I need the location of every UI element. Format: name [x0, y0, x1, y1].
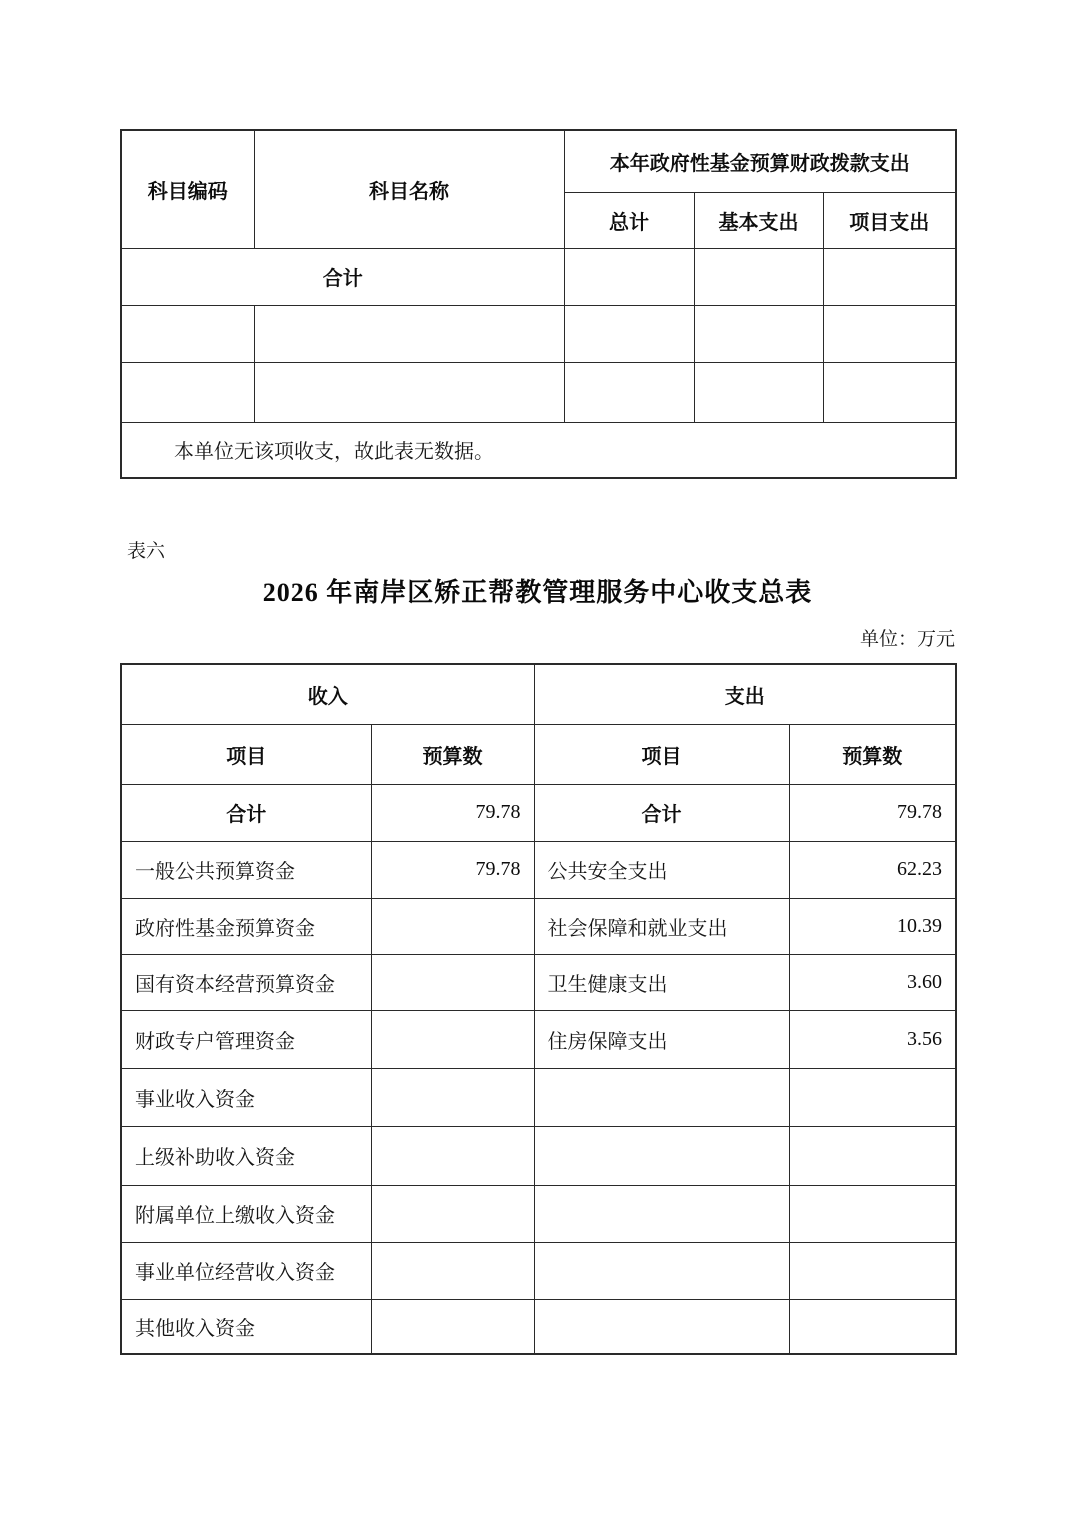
table-row-total — [121, 248, 956, 305]
expense-budget-cell — [789, 1299, 956, 1354]
expense-budget-cell: 79.78 — [789, 784, 956, 841]
table-row — [121, 1185, 956, 1242]
expense-budget-cell: 3.56 — [789, 1010, 956, 1068]
header-income: 收入 — [121, 664, 534, 724]
table-row — [121, 130, 956, 192]
expense-item-cell: 社会保障和就业支出 — [534, 898, 789, 954]
header-total: 总计 — [564, 192, 694, 248]
expense-budget-cell — [789, 1126, 956, 1185]
header-fund-group: 本年政府性基金预算财政拨款支出 — [564, 130, 956, 192]
empty-cell — [694, 362, 823, 422]
table-row — [121, 1010, 956, 1068]
table-row — [121, 898, 956, 954]
expense-budget-cell — [789, 1242, 956, 1299]
empty-cell — [823, 362, 956, 422]
income-budget-cell — [371, 1242, 534, 1299]
income-budget-cell — [371, 1010, 534, 1068]
income-budget-cell — [371, 1299, 534, 1354]
income-item-cell: 上级补助收入资金 — [121, 1126, 371, 1185]
expense-item-cell: 合计 — [534, 784, 789, 841]
empty-cell — [121, 362, 254, 422]
header-subject-code: 科目编码 — [121, 130, 254, 248]
header-basic-expenditure: 基本支出 — [694, 192, 823, 248]
header-expense-item: 项目 — [534, 724, 789, 784]
empty-cell — [121, 305, 254, 362]
table-row-total — [121, 784, 956, 841]
table-row — [121, 724, 956, 784]
empty-cell — [254, 362, 564, 422]
empty-cell — [694, 248, 823, 305]
empty-cell — [564, 305, 694, 362]
income-item-cell: 事业单位经营收入资金 — [121, 1242, 371, 1299]
header-income-budget: 预算数 — [371, 724, 534, 784]
expense-item-cell — [534, 1185, 789, 1242]
table-row — [121, 1242, 956, 1299]
expense-item-cell — [534, 1068, 789, 1126]
page-title: 2026 年南岸区矫正帮教管理服务中心收支总表 — [262, 578, 813, 607]
empty-cell — [564, 362, 694, 422]
income-budget-cell: 79.78 — [371, 784, 534, 841]
income-budget-cell — [371, 954, 534, 1010]
empty-cell — [823, 248, 956, 305]
header-income-item: 项目 — [121, 724, 371, 784]
income-item-cell: 政府性基金预算资金 — [121, 898, 371, 954]
table-row — [121, 305, 956, 362]
expense-budget-cell — [789, 1185, 956, 1242]
expense-budget-cell: 3.60 — [789, 954, 956, 1010]
unit-label: 单位：万元 — [859, 629, 955, 650]
table-row — [121, 664, 956, 724]
expense-budget-cell: 10.39 — [789, 898, 956, 954]
empty-cell — [823, 305, 956, 362]
header-subject-name: 科目名称 — [254, 130, 564, 248]
table-row-note — [121, 422, 956, 478]
table-row — [121, 362, 956, 422]
expense-item-cell — [534, 1126, 789, 1185]
income-budget-cell — [371, 1185, 534, 1242]
empty-cell — [564, 248, 694, 305]
income-item-cell: 合计 — [121, 784, 371, 841]
total-label-cell: 合计 — [121, 248, 564, 305]
table-row — [121, 1126, 956, 1185]
header-expense: 支出 — [534, 664, 956, 724]
expense-budget-cell: 62.23 — [789, 841, 956, 898]
empty-cell — [694, 305, 823, 362]
income-item-cell: 国有资本经营预算资金 — [121, 954, 371, 1010]
expense-item-cell: 卫生健康支出 — [534, 954, 789, 1010]
no-data-note: 本单位无该项收支，故此表无数据。 — [121, 422, 956, 478]
income-budget-cell: 79.78 — [371, 841, 534, 898]
income-item-cell: 附属单位上缴收入资金 — [121, 1185, 371, 1242]
empty-cell — [254, 305, 564, 362]
income-budget-cell — [371, 898, 534, 954]
fund-expenditure-table — [120, 129, 957, 479]
income-item-cell: 其他收入资金 — [121, 1299, 371, 1354]
expense-item-cell — [534, 1299, 789, 1354]
income-expense-summary-table — [120, 663, 957, 1355]
expense-budget-cell — [789, 1068, 956, 1126]
table-row — [121, 1299, 956, 1354]
income-budget-cell — [371, 1068, 534, 1126]
table-number-label: 表六 — [127, 541, 166, 562]
expense-item-cell — [534, 1242, 789, 1299]
income-item-cell: 事业收入资金 — [121, 1068, 371, 1126]
income-budget-cell — [371, 1126, 534, 1185]
table-row — [121, 954, 956, 1010]
expense-item-cell: 公共安全支出 — [534, 841, 789, 898]
income-item-cell: 财政专户管理资金 — [121, 1010, 371, 1068]
table-row — [121, 841, 956, 898]
header-project-expenditure: 项目支出 — [823, 192, 956, 248]
header-expense-budget: 预算数 — [789, 724, 956, 784]
expense-item-cell: 住房保障支出 — [534, 1010, 789, 1068]
income-item-cell: 一般公共预算资金 — [121, 841, 371, 898]
table-row — [121, 1068, 956, 1126]
